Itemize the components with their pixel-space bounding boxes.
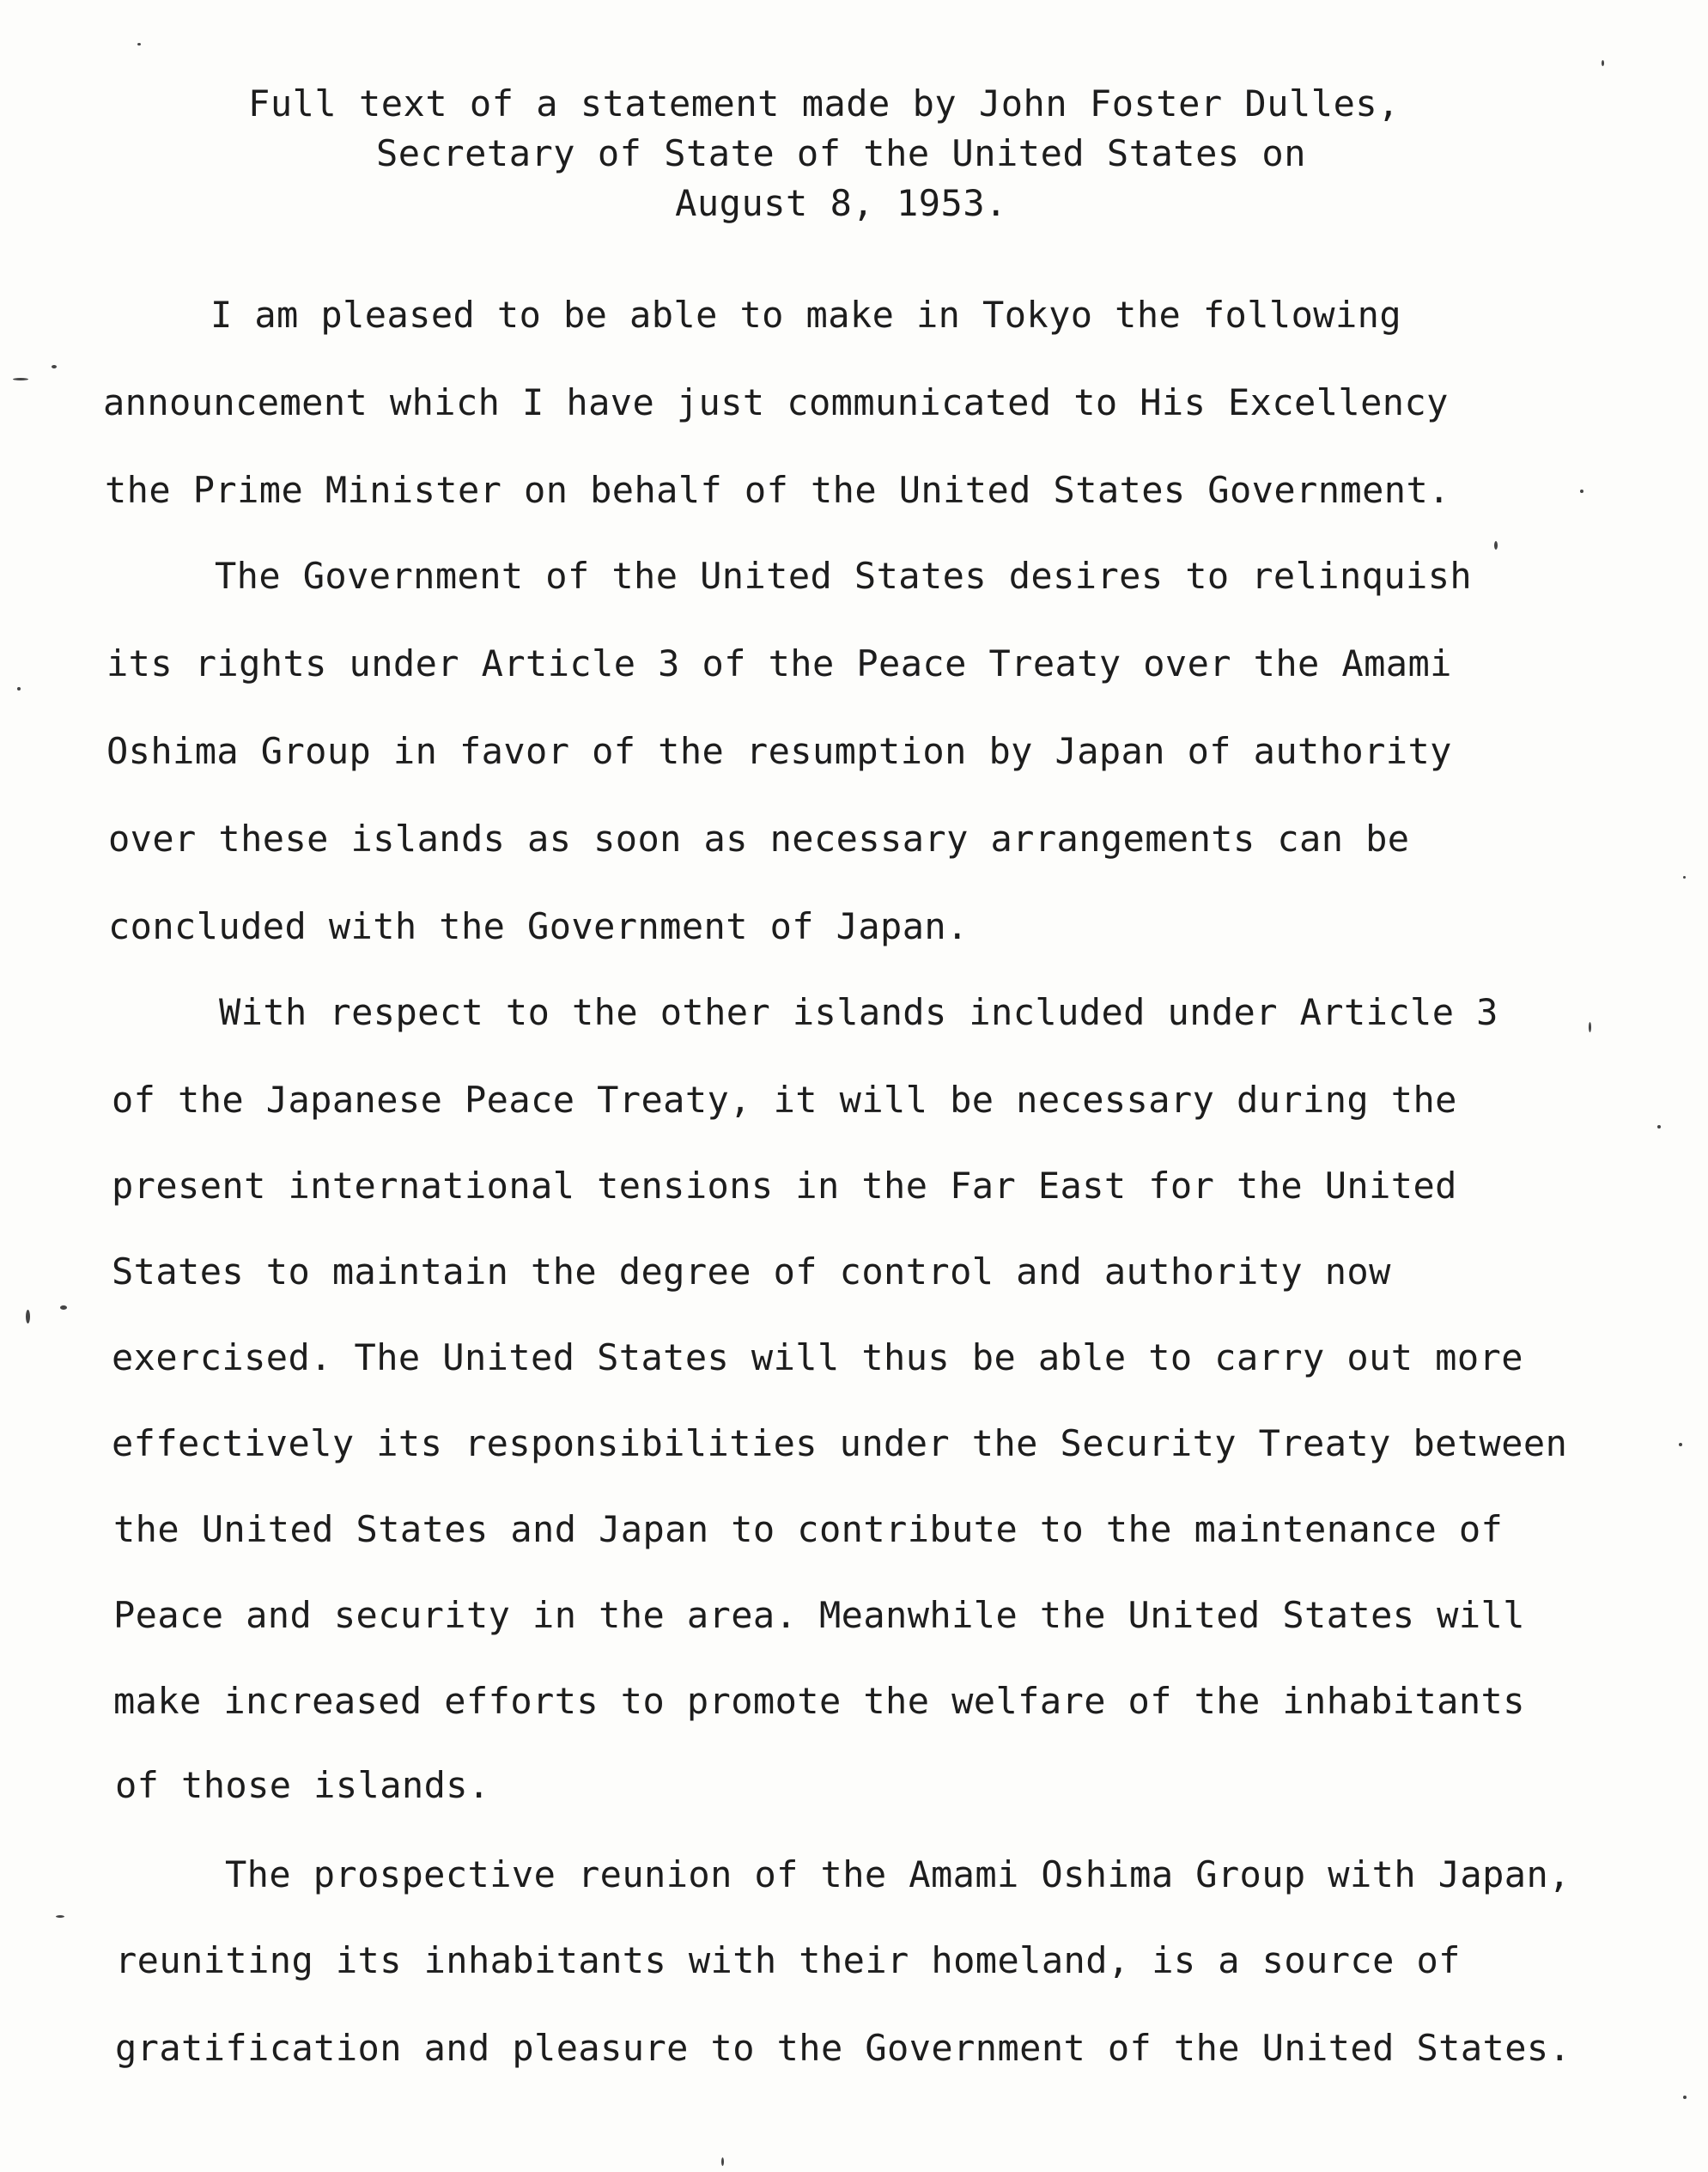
body-line: exercised. The United States will thus be able to carry out more	[112, 1336, 1523, 1378]
body-line: With respect to the other islands included under Article 3	[219, 991, 1498, 1033]
body-line: The Government of the United States desires to relinquish	[215, 555, 1473, 597]
body-line: effectively its responsibilities under the Security Treaty between	[112, 1422, 1568, 1464]
scan-speck	[721, 2157, 724, 2166]
scan-speck	[13, 378, 28, 380]
scan-speck	[52, 365, 57, 368]
title-line-3: August 8, 1953.	[675, 182, 1007, 224]
scan-speck	[1494, 541, 1498, 550]
body-line: Oshima Group in favor of the resumption by Japan of authority	[106, 730, 1452, 772]
body-line: of the Japanese Peace Treaty, it will be necessary during the	[112, 1079, 1457, 1121]
body-line: The prospective reunion of the Amami Oshima Group with Japan,	[225, 1853, 1571, 1895]
scan-speck	[1683, 876, 1686, 879]
scan-speck	[17, 687, 21, 691]
body-line: its rights under Article 3 of the Peace Treaty over the Amami	[106, 642, 1452, 684]
body-line: reuniting its inhabitants with their homeland, is a source of	[115, 1939, 1461, 1981]
scan-speck	[1683, 2096, 1687, 2099]
body-line: States to maintain the degree of control and authority now	[112, 1250, 1391, 1293]
statement-title	[0, 79, 1708, 228]
body-line: present international tensions in the Far East for the United	[112, 1165, 1457, 1207]
scan-speck	[56, 1915, 64, 1918]
body-line: announcement which I have just communicated to His Excellency	[103, 381, 1449, 423]
body-line: Peace and security in the area. Meanwhile the United States will	[113, 1594, 1525, 1636]
scan-speck	[1657, 1125, 1661, 1129]
body-line: make increased efforts to promote the welfare of the inhabitants	[113, 1680, 1525, 1722]
body-line: of those islands.	[115, 1764, 490, 1806]
body-line: over these islands as soon as necessary arrangements can be	[108, 818, 1410, 860]
body-line: I am pleased to be able to make in Tokyo the following	[210, 294, 1402, 336]
scan-speck	[1679, 1443, 1682, 1446]
scan-speck	[1602, 60, 1604, 66]
body-line: the Prime Minister on behalf of the United States Government.	[105, 469, 1450, 511]
scan-speck	[26, 1310, 30, 1323]
body-line: gratification and pleasure to the Government of the United States.	[115, 2027, 1571, 2069]
scan-speck	[1580, 490, 1583, 493]
scan-speck	[1589, 1022, 1591, 1032]
title-line-1: Full text of a statement made by John Foster Dulles,	[248, 82, 1400, 125]
scan-speck	[137, 43, 141, 46]
title-line-2: Secretary of State of the United States on	[375, 132, 1307, 174]
scan-speck	[60, 1305, 67, 1310]
body-line: the United States and Japan to contribute to the maintenance of	[113, 1508, 1504, 1550]
body-line: concluded with the Government of Japan.	[108, 905, 969, 947]
